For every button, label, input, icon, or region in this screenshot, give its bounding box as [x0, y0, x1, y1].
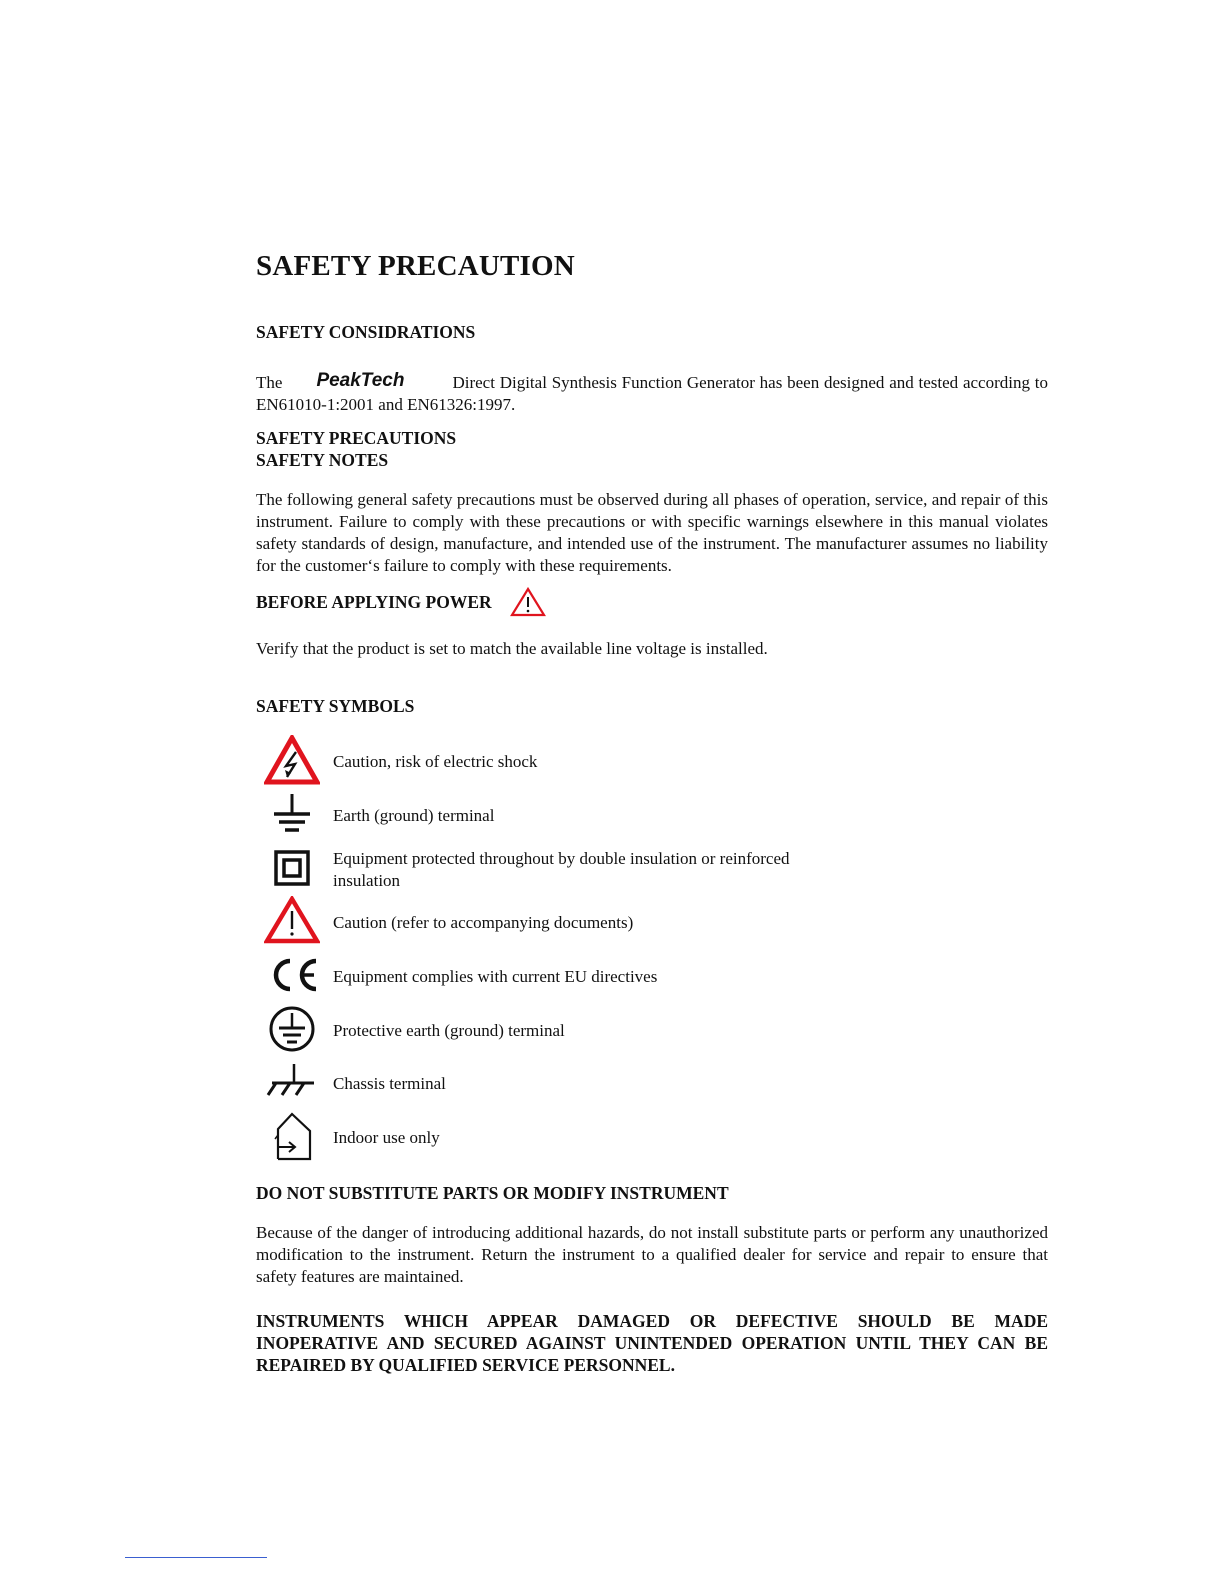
double-insulation-icon: [264, 845, 320, 895]
considerations-text-after: Direct Digital Synthesis Function Generator has been designed and tested according to EN61010-1:2001 and EN61326:1997.: [256, 373, 1048, 414]
caution-triangle-icon: [264, 896, 320, 946]
symbol-row-earth: [256, 790, 1048, 840]
symbol-label: Earth (ground) terminal: [333, 806, 495, 825]
before-power-heading-row: [256, 587, 546, 619]
symbols-heading: SAFETY SYMBOLS: [256, 696, 415, 716]
chassis-terminal-icon: [264, 1058, 320, 1108]
symbol-label: Caution, risk of electric shock: [333, 752, 538, 771]
electric-shock-warning-icon: [264, 735, 320, 785]
symbol-label: Chassis terminal: [333, 1074, 446, 1093]
before-power-text: Verify that the product is set to match the available line voltage is installed.: [256, 639, 768, 658]
considerations-paragraph: [256, 372, 1048, 416]
no-substitute-heading: DO NOT SUBSTITUTE PARTS OR MODIFY INSTRUMENT: [256, 1183, 729, 1203]
precautions-paragraph: The following general safety precautions must be observed during all phases of operation, service, and repair of this instrument. Failure to comply with these precautions or with specific warnings elsewhere in this manual violates safety standards of design, manufacture, and intended use of the instrument. The manufacturer assumes no liability for the customer‘s failure to comply with these requirements.: [256, 490, 1048, 575]
page-title: SAFETY PRECAUTION: [256, 250, 575, 282]
footnote-separator: [125, 1557, 267, 1558]
earth-ground-icon: [264, 790, 320, 840]
symbol-row-chassis: [256, 1058, 1048, 1108]
considerations-heading: SAFETY CONSIDRATIONS: [256, 322, 476, 342]
symbol-label: Caution (refer to accompanying documents): [333, 913, 634, 932]
caution-triangle-icon: [510, 587, 546, 622]
symbol-row-ce: [256, 950, 1048, 1000]
ce-mark-icon: [264, 950, 320, 1000]
symbol-label: Indoor use only: [333, 1128, 440, 1147]
symbol-label: Equipment complies with current EU directives: [333, 967, 658, 986]
symbol-row-indoor: [256, 1111, 1048, 1161]
precautions-heading: SAFETY PRECAUTIONS: [256, 428, 457, 448]
symbol-row-electric-shock: [256, 735, 1048, 785]
no-substitute-paragraph: Because of the danger of introducing additional hazards, do not install substitute parts or perform any unauthorized modification to the instrument. Return the instrument to a qualified dealer for service and repair to ensure that safety features are maintained.: [256, 1223, 1048, 1286]
indoor-use-icon: [264, 1111, 320, 1161]
safety-notes-heading: SAFETY NOTES: [256, 450, 389, 470]
brand-logo: PeakTech: [316, 370, 405, 391]
symbol-row-protective-earth: [256, 1004, 1048, 1054]
symbol-row-caution: [256, 896, 1048, 946]
symbol-label: Protective earth (ground) terminal: [333, 1021, 565, 1040]
symbol-row-double-insulation: [256, 845, 1048, 895]
considerations-text-before: The: [256, 373, 283, 392]
damaged-warning-paragraph: INSTRUMENTS WHICH APPEAR DAMAGED OR DEFECTIVE SHOULD BE MADE INOPERATIVE AND SECURED AGAINST UNINTENDED OPERATION UNTIL THEY CAN BE REPAIRED BY QUALIFIED SERVICE PERSONNEL.: [256, 1311, 1048, 1375]
symbol-label: Equipment protected throughout by double insulation or reinforced insulation: [333, 849, 790, 890]
before-power-heading: BEFORE APPLYING POWER: [256, 592, 492, 612]
protective-earth-icon: [264, 1004, 320, 1054]
